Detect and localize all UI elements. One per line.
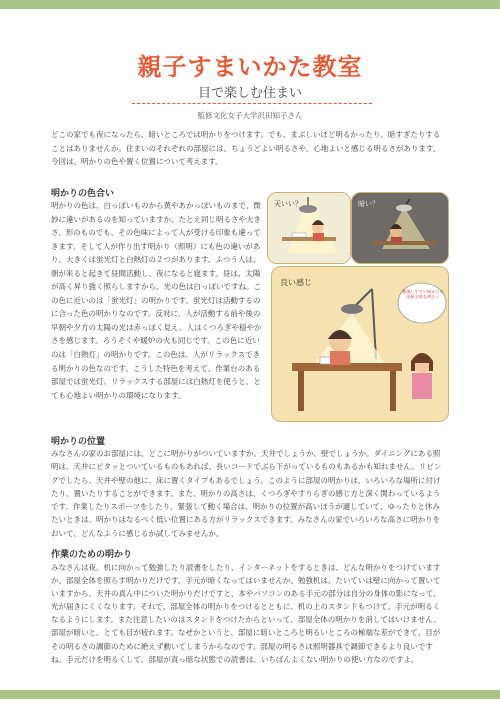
illustration-panel-1	[267, 192, 351, 264]
section-body-work: みなさんは夜、机に向かって勉強したり読書をしたり、インターネットをするときは、どんな明かりをつけていますか。部屋全体を照らす明かりだけです、手元が暗くなってはいませんか。勉強机は、たいていは壁に向かって置いていますから、天井の真ん中についた明かりだけですと、本やパソコンのある手元の部分は自分の身体の影になって、光が届きにくくなります。それで、部屋全体の明かりをつけるとともに、机の上のスタンドもつけて、手元が明るくなるようにします。また注意したいのはスタンドをつけたからといって、部屋全体の明かりを消してはいけません。部屋が暗いと、とても目が疲れます。なぜかというと、部屋に暗いところと明るいところの極端な差ができて、目がその明るさの調節のために絶えず動いてしまうからなのです。部屋の明るさは照明器具で調節できるより良いですね。手元だけを明るくして、部屋が真っ暗な状態での読書は、いちばんよくない明かりの使い方なのですよ。	[51, 563, 441, 664]
panel1-label: 天いい？	[274, 200, 302, 208]
illustration-panel-3	[271, 266, 449, 422]
page-subtitle: 目で楽しむ住まい	[197, 86, 302, 101]
page-title: 親子すまいかた教室	[137, 53, 363, 81]
section-heading-position: 明かりの位置	[51, 437, 106, 447]
study-room-illustration-2	[352, 193, 448, 263]
section-heading-work: 作業のための明かり	[51, 550, 133, 560]
intro-paragraph: どこの家でも夜になったら、暗いところでは明かりをつけます。でも、まぶしいほど明るかったり、暗すぎたりすることはありませんか。住まいのそれぞれの部屋には、ちょうどよい明るさや、心地よいと感じる明るさがあります。今回は、明かりの色や置く位置について考えます。	[51, 130, 441, 166]
section-body-position: みなさんの家のお部屋には、どこに明かりがついていますか。天井でしょうか、壁でしょうか。ダイニングにある照明は、天井にピタッとついているものもあれば、長いコードでぶら下がっているものもあるかも知れません。リビングでしたら、天井や壁の他に、床に置くタイプもあるでしょう。このように部屋の明かりは、いろいろな場所に付けたり、置いたりすることができます。また、明かりの高さは、くつろぎやすりらぎの感じ方と深く関わっているようです。作業したりスポーツをしたり、緊張して動く場合は、明かりの位置が高いほうが適していて、ゆったりと休みたいときは、明かりはなるべく低い位置にある方がリラックスできます。みなさんの家でいろいろな高さに明かりをおいて、どんなふうに感じるか試してみませんか。	[51, 449, 442, 538]
bottom-band	[0, 690, 500, 699]
section-body-color: 明かりの色は、白っぽいものから黄やあかっぽいものまで、微妙に違いがあるのを知っていますか。たとえ同じ明るさや大きさ、形のものでも、その色味によって人が受ける印象も違ってきます。そして人が作り出す明かり（照明）にも色の違いがあり、大きくは蛍光灯と白熱灯の２つがあります。ふつう人は、朝が来ると起きて昼間活動し、夜になると寝ます。昼は、太陽が高く昇り強く照らしますから、光の色は白っぽいですね。この色に近いのは「蛍光灯」の明かりです。蛍光灯は活動するのに合った色の明かりなのです。反対に、人が活動する前や後の早朝や夕方の太陽の光は赤っぽく見え、人はくつろぎや穏やかさを感じます。ろうそくや暖炉の火も同じです。この色に近いのは「白熱灯」の明かりです。この色は、人がリラックスできる明かりの色なのです。こうした特色を考えて、作業台のある部屋では蛍光灯、リラックスする部屋には白熱灯を使うと、とても心地よい明かりの環境になります。	[51, 201, 262, 400]
illustration-panel-2	[351, 192, 449, 264]
speech-bubble-text: 勉強しやすい明かりは部屋全体も明るく	[402, 289, 444, 299]
study-room-illustration-1	[268, 193, 350, 263]
panel3-label: 良い感じ	[280, 278, 312, 287]
panel2-label: 暗い？	[358, 200, 379, 208]
supervisor-credit: 監修文化女子大学沢田知子さん	[197, 111, 303, 120]
section-heading-color: 明かりの色合い	[51, 189, 115, 199]
study-room-illustration-3	[272, 267, 448, 421]
title-divider	[132, 103, 372, 104]
top-band	[0, 0, 500, 9]
